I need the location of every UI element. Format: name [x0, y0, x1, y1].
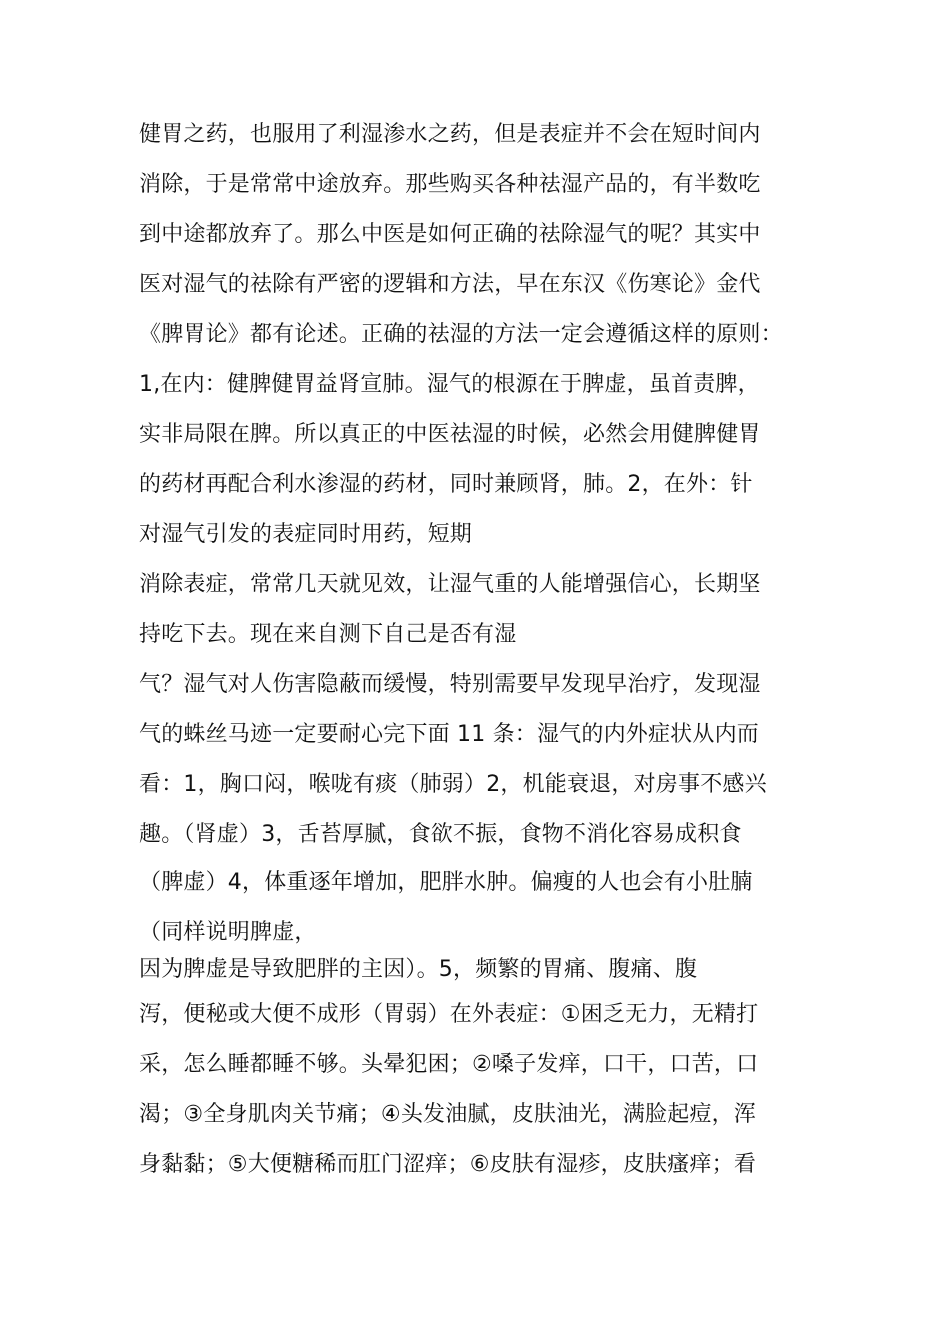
text-line: 对湿气引发的表症同时用药，短期	[139, 522, 473, 547]
text-line: （脾虚）4，体重逐年增加，肥胖水肿。偏瘦的人也会有小肚腩	[139, 870, 753, 895]
text-line: 泻，便秘或大便不成形（胃弱）在外表症：①困乏无力，无精打	[139, 1002, 759, 1027]
text-line: 采，怎么睡都睡不够。头晕犯困；②嗓子发痒，口干，口苦，口	[139, 1052, 759, 1077]
text-line: 健胃之药，也服用了利湿渗水之药，但是表症并不会在短时间内	[139, 122, 761, 147]
text-line: 身黏黏；⑤大便糖稀而肛门涩痒；⑥皮肤有湿疹，皮肤瘙痒；看	[139, 1152, 757, 1177]
text-line: 渴；③全身肌肉关节痛；④头发油腻，皮肤油光，满脸起痘，浑	[139, 1102, 757, 1127]
text-line: 消除，于是常常中途放弃。那些购买各种祛湿产品的，有半数吃	[139, 172, 761, 197]
text-line: 看：1，胸口闷，喉咙有痰（肺弱）2，机能衰退，对房事不感兴	[139, 772, 767, 797]
text-line: 因为脾虚是导致肥胖的主因）。5，频繁的胃痛、腹痛、腹	[139, 957, 698, 982]
text-line: 实非局限在脾。所以真正的中医祛湿的时候，必然会用健脾健胃	[139, 422, 761, 447]
text-line: 1,在内：健脾健胃益肾宣肺。湿气的根源在于脾虚，虽首责脾，	[139, 372, 760, 397]
text-line: 到中途都放弃了。那么中医是如何正确的祛除湿气的呢？其实中	[139, 222, 761, 247]
text-line: 的药材再配合利水渗湿的药材，同时兼顾肾，肺。2，在外：针	[139, 472, 753, 497]
text-line: 气？湿气对人伤害隐蔽而缓慢，特别需要早发现早治疗，发现湿	[139, 672, 761, 697]
text-line: 持吃下去。现在来自测下自己是否有湿	[139, 622, 517, 647]
text-line: （同样说明脾虚，	[139, 920, 317, 945]
text-line: 《脾胃论》都有论述。正确的祛湿的方法一定会遵循这样的原则：	[139, 322, 783, 347]
text-line: 消除表症，常常几天就见效，让湿气重的人能增强信心，长期坚	[139, 572, 761, 597]
text-line: 趣。（肾虚）3，舌苔厚腻，食欲不振，食物不消化容易成积食	[139, 822, 742, 847]
text-line: 医对湿气的祛除有严密的逻辑和方法，早在东汉《伤寒论》金代	[139, 272, 761, 297]
text-line: 气的蛛丝马迹一定要耐心完下面 11 条：湿气的内外症状从内而	[139, 722, 759, 747]
